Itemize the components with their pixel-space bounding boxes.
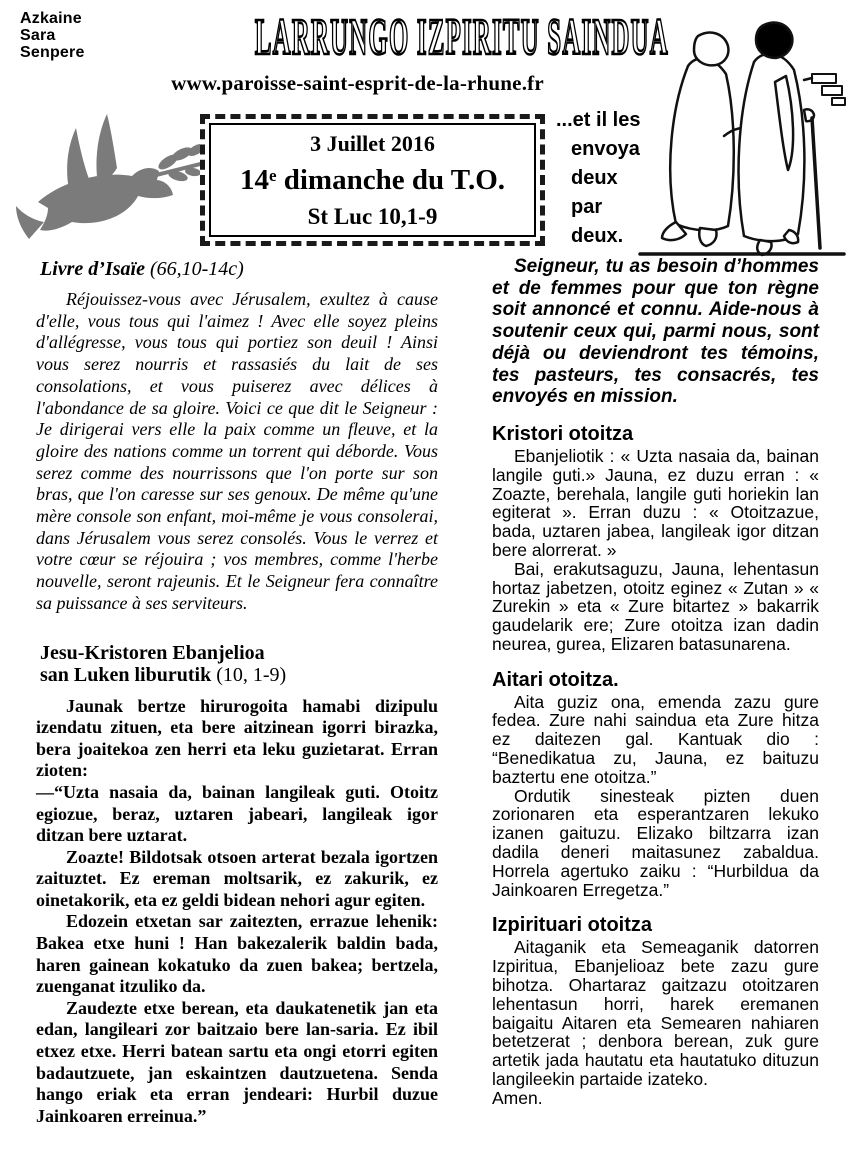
section-title: Kristori otoitza [492, 422, 634, 445]
isaiah-reading-text: Réjouissez-vous avec Jérusalem, exultez à cause d'elle, vous tous qui l'aimez ! Avec elle soyez pleins d'allégresse, vous tous qui portiez son deuil ! Ainsi vous serez nourris et rassasiés du lait de ses consolations, et vous puiserez avec délices à l'abondance de sa gloire. Voici ce que dit le Seigneur : Je dirigerai vers elle la paix comme un fleuve, et la gloire des nations comme un torrent qui déborde. Vous serez comme des nourrissons que l'on porte sur son bras, que l'on caresse sur ses genoux. De même qu'une mère console son enfant, moi-même je vous consolerai, dans Jérusalem vous serez consolés. Vous le verrez et votre cœur se réjouira ; vos membres, comme l'herbe nouvelle, seront rajeunis. Et le Seigneur fera connaître sa puissance à ses serviteurs. [36, 289, 438, 613]
date-line: 3 Juillet 2016 [310, 130, 435, 156]
prayer-paragraph: Ordutik sinesteak pizten duen zorionaren eta esperantzaren lekuko izanen gaituzu. Elizako biltzarra izan dadila deneri maitasunez zabaldua. Horrela agertuko zaiku : “Hurbildua da Jainkoaren Erregetza.” [492, 785, 819, 900]
bulletin-title: LARRUNGO IZPIRITU SAINDUA [254, 7, 669, 66]
section-kristori-otoitza [492, 423, 819, 654]
two-disciples-walking-icon [636, 18, 848, 265]
gospel-heading: Jesu-Kristoren Ebanjelioa san Luken liburutik (10, 1-9) [40, 641, 287, 687]
prayer-paragraph: Aitaganik eta Semeaganik datorren Izpiritua, Ebanjelioaz bete zazu gure bihotza. Ohartaraz gaitzazu otoitzaren lehentasun horri, harek eremanen baigaitu Aitaren eta Semearen nahiaren betetzerat ; denbora berean, zuk gure artetik jada hautatu eta hautatuko dituzun langileekin partaide izateko. [492, 937, 819, 1090]
prayer-paragraph: Ebanjeliotik : « Uzta nasaia da, bainan langile guti.» Jauna, ez duzu erran : « Zoazte, berehala, langile guti horiekin lan egiterat ». Erran duzu : « Otoitzazue, bada, uztaren jabea, langileak igor ditzan bere alorrerat. » [492, 445, 819, 560]
parish-website-url: www.paroisse-saint-esprit-de-la-rhune.fr [171, 71, 544, 95]
town-sara: Sara [20, 27, 56, 44]
town-azkaine: Azkaine [20, 10, 82, 27]
section-izpirituari-otoitza [492, 914, 819, 1107]
section-aitari-otoitza [492, 669, 819, 900]
isaiah-heading: Livre d’Isaïe (66,10-14c) [40, 258, 244, 280]
gospel-paragraph: Edozein etxetan sar zaitezten, errazue lehenik: Bakea etxe huni ! Han bakezalerik baldin bada, haren gainean kokatuko da zuen bakea; bertzela, zuenganat itzuliko da. [36, 911, 438, 997]
date-box [200, 114, 545, 246]
towns-list [20, 10, 85, 61]
section-title: Aitari otoitza. [492, 668, 619, 691]
town-senpere: Senpere [20, 44, 85, 61]
dove-olive-branch-icon [10, 110, 206, 251]
section-title: Izpirituari otoitza [492, 914, 652, 937]
gospel-paragraph: Zoazte! Bildotsak otsoen arterat bezala igortzen zaituztet. Ez ereman moltsarik, ez zakurik, ez oinetakorik, eta ez geldi bidean nehori agur egiten. [36, 846, 438, 910]
left-column [36, 258, 438, 1127]
right-column [492, 256, 819, 1108]
gospel-paragraph: Zaudezte etxe berean, eta daukatenetik jan eta edan, langileari zor baitzaio bere lan-saria. Ez ibil etxez etxe. Herri batean sartu eta ongi etorri egiten badautzuete, jan eskaintzen dautzuetena. Senda hango eriak eta erran jendeari: Hurbil duzue Jainkoaren erreinua.” [36, 997, 438, 1126]
intro-prayer-text: Seigneur, tu as besoin d’hommes et de femmes pour que ton règne soit annoncé et connu. Aide-nous à soutenir ceux qui, parmi nous, sont déjà ou deviendront tes témoins, tes pasteurs, tes consacrés, tes envoyés en mission. [492, 256, 819, 408]
gospel-reading-text [36, 696, 438, 1128]
gospel-reference-line: St Luc 10,1-9 [307, 203, 438, 229]
amen-line: Amen. [492, 1087, 543, 1108]
gospel-paragraph: —“Uzta nasaia da, bainan langileak guti. Otoitz egiozue, beraz, uztaren jabeari, langileak igor ditzan bere uztarat. [36, 781, 438, 846]
gospel-paragraph: Jaunak bertze hirurogoita hamabi dizipulu izendatu zituen, eta bere aitzinean igorri birazka, bera joaitekoa zen herri eta leku guzietarat. Erran zioten: [36, 695, 438, 781]
sunday-line: 14e dimanche du T.O. [239, 163, 506, 196]
prayer-paragraph: Bai, erakutsaguzu, Jauna, lehentasun hortaz jabetzen, otoitz eginez « Zutan » « Zurekin » eta « Zure bitartez » bakarrik gaudelarik ere; Zure otoitza izan dadin neurea, gurea, Elizaren batasunarena. [492, 558, 819, 654]
prayer-paragraph: Aita guziz ona, emenda zazu gure fedea. Zure nahi saindua eta Zure hitza ez daitezen gal. Kantuak dio : “Benedikatua zu, Jauna, ez baituzu baztertu ene otoitza.” [492, 691, 819, 787]
illustration-caption: ...et il les envoya deux par deux. [556, 109, 641, 247]
